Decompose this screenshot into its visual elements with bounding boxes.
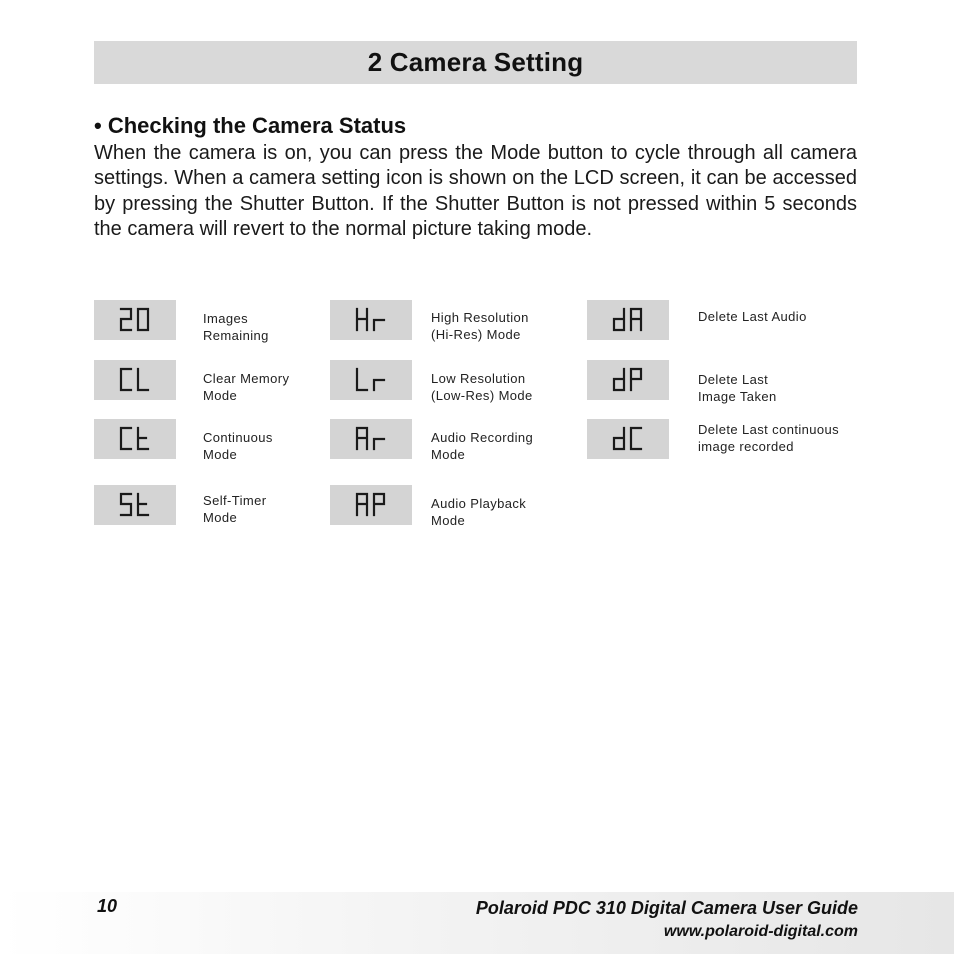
footer-guide-title: Polaroid PDC 310 Digital Camera User Guide (475, 898, 858, 918)
mode-label-high-resolution: High Resolution (Hi-Res) Mode (431, 310, 529, 342)
intro-paragraph: When the camera is on, you can press the Mode button to cycle through all camera settings. When a camera setting icon is shown on the LCD screen, it can be accessed by pressing the Shutter Button. If the Shutter Button is not pressed within 5 seconds the camera will revert to the normal picture taking mode. (94, 142, 857, 240)
mode-label-delete-last-continuous: Delete Last continuous image recorded (698, 422, 840, 454)
section-title-bar (94, 41, 857, 84)
lcd-icon-high-resolution (330, 300, 412, 340)
lcd-icon-continuous (94, 419, 176, 459)
page-title: 2 Camera Setting (367, 47, 584, 77)
lcd-icon-low-resolution (330, 360, 412, 400)
footer-url: www.polaroid-digital.com (663, 923, 858, 940)
mode-label-continuous: Continuous Mode (203, 430, 273, 462)
lcd-icon-images-remaining (94, 300, 176, 340)
lcd-icon-delete-last-image (587, 360, 669, 400)
mode-label-audio-playback: Audio Playback Mode (431, 496, 527, 528)
lcd-icon-clear-memory (94, 360, 176, 400)
section-heading: • Checking the Camera Status (94, 113, 407, 138)
mode-label-audio-recording: Audio Recording Mode (431, 430, 534, 462)
page-number: 10 (97, 896, 118, 916)
lcd-icon-self-timer (94, 485, 176, 525)
lcd-icon-audio-recording (330, 419, 412, 459)
mode-label-low-resolution: Low Resolution (Low-Res) Mode (431, 371, 533, 403)
mode-label-self-timer: Self-Timer Mode (203, 493, 267, 525)
lcd-icon-delete-last-continuous (587, 419, 669, 459)
mode-label-clear-memory: Clear Memory Mode (203, 371, 290, 403)
mode-label-delete-last-image: Delete Last Image Taken (698, 372, 777, 404)
lcd-icon-audio-playback (330, 485, 412, 525)
lcd-icon-delete-last-audio (587, 300, 669, 340)
mode-label-images-remaining: Images Remaining (203, 311, 269, 343)
mode-label-delete-last-audio: Delete Last Audio (698, 309, 807, 324)
